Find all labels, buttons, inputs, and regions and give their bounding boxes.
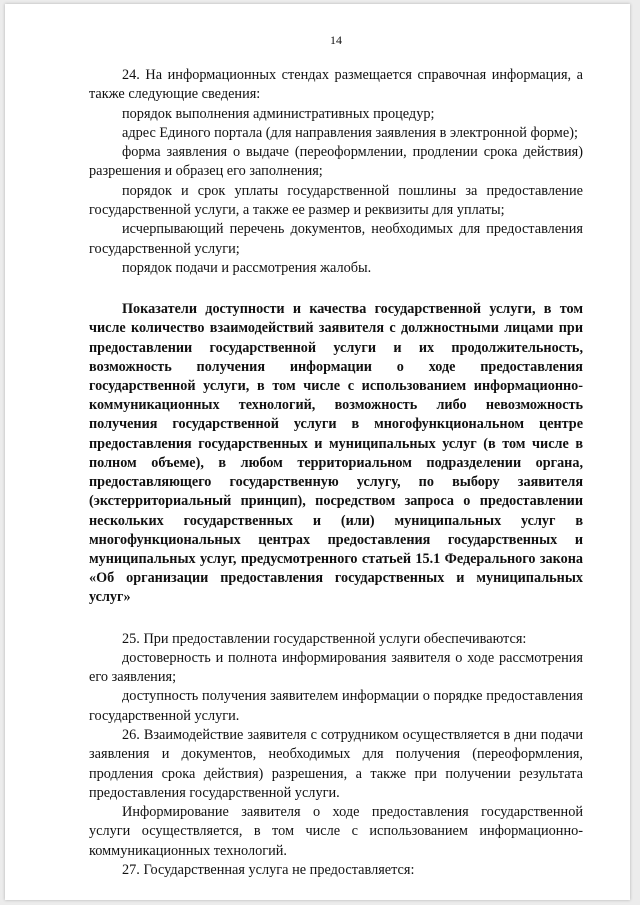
paragraph-27: 27. Государственная услуга не предоставляется: [122, 862, 415, 879]
page-number: 14 [330, 33, 342, 47]
list-item: порядок и срок уплаты государственной пошлины за предоставление государственной услуги, а также ее размер и реквизиты для уплаты; [89, 182, 583, 219]
list-item: исчерпывающий перечень документов, необходимых для предоставления государственной услуги; [89, 221, 583, 257]
page-content [89, 32, 583, 880]
section-heading: Показатели доступности и качества государственной услуги, в том числе количество взаимодействий заявителя с должностными лицами при предоставлении государственной услуги и их продолжительность, возможность получения информации о ходе предоставления государственной услуги, в том числе с использованием информационно-коммуникационных технологий, возможность либо невозможность получения государственной услуги в многофункциональном центре предоставления государственных и муниципальных услуг (в том числе в полном объеме), в любом территориальном подразделении органа, предоставляющего государственную услугу, по выбору заявителя (экстерриториальный принцип), посредством запроса о предоставлении нескольких государственных и (или) муниципальных услуг в многофункциональных центрах предоставления государственных и муниципальных услуг, предусмотренного статьей 15.1 Федерального закона «Об организации предоставления государственных и муниципальных услуг» [89, 301, 583, 606]
paragraph-26: 26. Взаимодействие заявителя с сотрудником осуществляется в дни подачи заявления и документов, необходимых для получения (переоформления, продления срока действия) разрешения, а также при получении результата предоставления государственной услуги. [89, 727, 583, 801]
list-item: достоверность и полнота информирования заявителя о ходе рассмотрения его заявления; [89, 649, 583, 686]
paragraph-24: 24. На информационных стендах размещается справочная информация, а также следующие сведения: [89, 67, 583, 103]
paragraph-informing: Информирование заявителя о ходе предоставления государственной услуги осуществляется, в том числе с использованием информационно-коммуникационных технологий. [89, 804, 583, 859]
list-item: форма заявления о выдаче (переоформлении, продлении срока действия) разрешения и образец его заполнения; [89, 144, 583, 180]
list-item: порядок выполнения административных процедур; [122, 105, 435, 122]
list-item: адрес Единого портала (для направления заявления в электронной форме); [122, 124, 578, 141]
paragraph-25: 25. При предоставлении государственной услуги обеспечиваются: [122, 630, 527, 647]
list-item: доступность получения заявителем информации о порядке предоставления государственной услуги. [89, 688, 583, 724]
document-page [5, 4, 630, 900]
list-item: порядок подачи и рассмотрения жалобы. [122, 259, 372, 276]
